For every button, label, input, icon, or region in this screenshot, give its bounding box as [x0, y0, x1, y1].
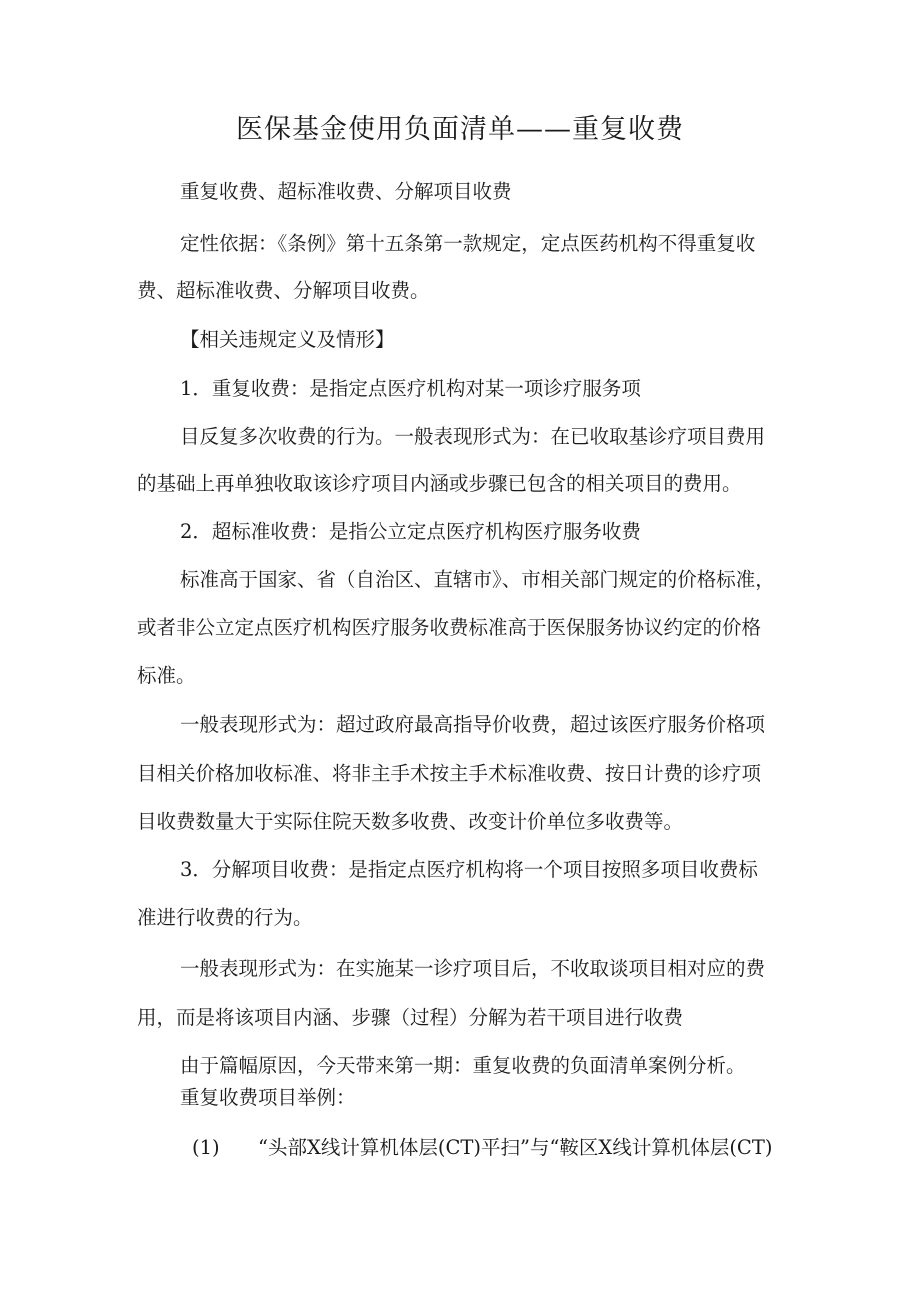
paragraph-line: 1．重复收费：是指定点医疗机构对某一项诊疗服务项	[180, 377, 641, 400]
paragraph-line: 标准。	[137, 664, 196, 687]
paragraph-line: 由于篇幅原因，今天带来第一期：重复收费的负面清单案例分析。	[180, 1054, 746, 1077]
paragraph-line: 定性依据：《条例》第十五条第一款规定，定点医药机构不得重复收	[180, 232, 756, 255]
paragraph-line: 目反复多次收费的行为。一般表现形式为：在已收取基诊疗项目费用	[180, 425, 766, 448]
paragraph-line: 费、超标准收费、分解项目收费。	[137, 279, 430, 302]
paragraph-line: 标准高于国家、省（自治区、直辖市》、市相关部门规定的价格标准，	[180, 568, 775, 591]
example-text: “头部X线计算机体层(CT)平扫”与“鞍区X线计算机体层(CT)	[258, 1136, 773, 1159]
paragraph-line: 一般表现形式为：超过政府最高指导价收费，超过该医疗服务价格项	[180, 713, 766, 736]
paragraph-line: 3．分解项目收费：是指定点医疗机构将一个项目按照多项目收费标	[180, 858, 758, 881]
paragraph-line: 2．超标准收费：是指公立定点医疗机构医疗服务收费	[180, 520, 641, 543]
document-title: 医保基金使用负面清单——重复收费	[236, 114, 684, 145]
paragraph-line: 重复收费项目举例：	[180, 1086, 356, 1109]
paragraph-line: 或者非公立定点医疗机构医疗服务收费标准高于医保服务协议约定的价格	[137, 616, 762, 639]
paragraph-line: 用，而是将该项目内涵、步骤（过程）分解为若干项目进行收费	[137, 1006, 684, 1029]
example-number: (1)	[192, 1136, 220, 1159]
paragraph-line: 的基础上再单独收取该诊疗项目内涵或步骤已包含的相关项目的费用。	[137, 472, 742, 495]
paragraph-line: 重复收费、超标准收费、分解项目收费	[180, 180, 512, 203]
paragraph-line: 准进行收费的行为。	[137, 906, 313, 929]
paragraph-line: 一般表现形式为：在实施某一诊疗项目后，不收取谈项目相对应的费	[180, 957, 766, 980]
section-heading: 【相关违规定义及情形】	[180, 328, 395, 351]
paragraph-line: 目收费数量大于实际住院天数多收费、改变计价单位多收费等。	[137, 810, 684, 833]
paragraph-line: 目相关价格加收标准、将非主手术按主手术标准收费、按日计费的诊疗项	[137, 762, 762, 785]
